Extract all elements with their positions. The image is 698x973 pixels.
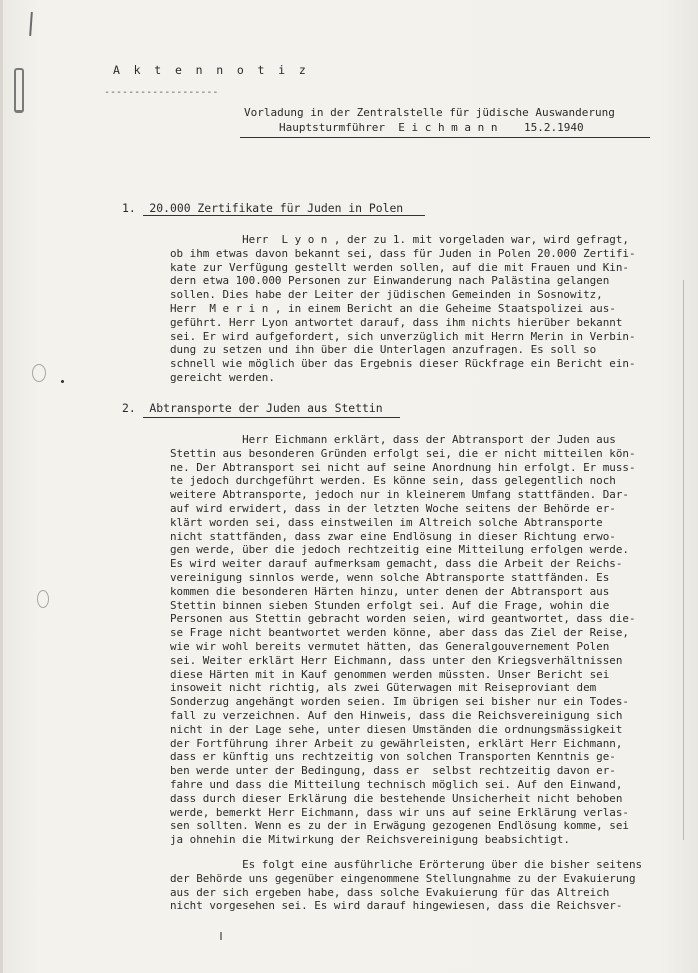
text-line: Stettin aus besonderen Gründen erfolgt sei, die er nicht mitteilen kön- <box>170 446 636 460</box>
text-line: kate zur Verfügung gestellt werden sollen, auf die mit Frauen und Kin- <box>170 260 629 274</box>
section-2-underline <box>143 417 400 418</box>
text-line: der Behörde uns gegenüber eingenommene Stellungnahme zu der Evakuierung <box>170 871 636 885</box>
text-line: wie wir wohl bereits vermutet hätten, das Generalgouvernement Polen <box>170 639 610 653</box>
text-line: klärt worden sei, dass einstweilen im Altreich solche Abtransporte <box>170 515 603 529</box>
text-line: gen werde, über die jedoch rechtzeitig eine Mitteilung erfolgen werde. <box>170 543 629 557</box>
text-line: fahre und dass die Mitteilung technisch möglich sei. Auf den Einwand, <box>170 777 623 791</box>
header-line-2: Hauptsturmführer E i c h m a n n 15.2.1940 <box>279 121 584 134</box>
section-1-title: 1. 20.000 Zertifikate für Juden in Polen <box>122 201 404 215</box>
text-line: Stettin binnen sieben Stunden erfolgt sei. Auf die Frage, wohin die <box>170 598 610 612</box>
page-mark <box>220 932 222 940</box>
text-line: sei. Er wird aufgefordert, sich unverzüglich mit Herrn Merin in Verbin- <box>170 329 636 343</box>
text-line: aus der sich ergeben habe, dass solche Evakuierung für das Altreich <box>170 885 610 899</box>
text-line: diese Härten mit in Kauf genommen werden müssten. Unser Bericht sei <box>170 667 610 681</box>
text-line: dass er künftig uns rechtzeitig von solchen Transporten Kenntnis ge- <box>170 750 616 764</box>
text-line: Herr Eichmann erklärt, dass der Abtransport der Juden aus <box>170 433 616 446</box>
text-line: te jedoch durchgeführt werden. Es könne sein, dass gelegentlich noch <box>170 474 616 488</box>
heading-underline: ------------------- <box>104 87 219 98</box>
text-line: se Frage nicht beantwortet werden könne, aber dass das Ziel der Reise, <box>170 626 629 640</box>
document-heading: A k t e n n o t i z <box>113 63 310 77</box>
punch-hole-bottom <box>37 590 49 608</box>
text-line: sei. Weiter erklärt Herr Eichmann, dass unter den Kriegsverhältnissen <box>170 653 623 667</box>
header-line-1: Vorladung in der Zentralstelle für jüdische Auswanderung <box>244 106 615 119</box>
section-2-paragraph-1 <box>170 433 636 847</box>
section-1-underline <box>143 215 425 216</box>
text-line: dung zu setzen und ihn über die Unterlagen anzufragen. Es soll so <box>170 343 597 357</box>
text-line: gereicht werden. <box>170 370 275 384</box>
text-line: dass durch dieser Erklärung die bestehende Unsicherheit nicht behoben <box>170 791 623 805</box>
text-line: vereinigung sinnlos werde, wenn solche Abtransporte stattfänden. Es <box>170 570 610 584</box>
text-line: ob ihm etwas davon bekannt sei, dass für Juden in Polen 20.000 Zertifi- <box>170 246 636 260</box>
text-line: Herr L y o n , der zu 1. mit vorgeladen war, wird gefragt, <box>170 233 629 246</box>
ink-dot <box>61 380 64 383</box>
text-line: Herr M e r i n , in einem Bericht an die Geheime Staatspolizei aus- <box>170 301 616 315</box>
text-line: nicht in der Lage sehe, unter diesen Umständen die ordnungsmässigkeit <box>170 722 623 736</box>
text-line: ben werde unter der Bedingung, dass er selbst rechtzeitig davon er- <box>170 764 616 778</box>
text-line: Es wird weiter darauf aufmerksam gemacht, dass die Arbeit der Reichs- <box>170 557 623 571</box>
text-line: auf wird erwidert, dass in der letzten Woche seitens der Behörde er- <box>170 501 616 515</box>
section-1-paragraph <box>170 233 636 385</box>
text-line: ja ohnehin die Mitwirkung der Reichsvereinigung beabsichtigt. <box>170 833 570 847</box>
text-line: weitere Abtransporte, jedoch nur in kleinerem Umfang stattfänden. Dar- <box>170 488 629 502</box>
text-line: Es folgt eine ausführliche Erörterung über die bisher seitens <box>170 858 643 871</box>
text-line: sollen. Dies habe der Leiter der jüdischen Gemeinden in Sosnowitz, <box>170 288 603 302</box>
text-line: nicht vorgesehen sei. Es wird darauf hingewiesen, dass die Reichsver- <box>170 899 623 913</box>
pen-mark <box>29 12 33 36</box>
text-line: fall zu verzeichnen. Auf den Hinweis, dass die Reichsvereinigung sich <box>170 708 623 722</box>
text-line: geführt. Herr Lyon antwortet darauf, dass ihm nichts hierüber bekannt <box>170 315 623 329</box>
text-line: dern etwa 100.000 Personen zur Einwanderung nach Palästina gelangen <box>170 274 610 288</box>
page-right-edge <box>683 280 684 840</box>
text-line: sen sollten. Wenn es zu der in Erwägung gezogenen Endlösung komme, sei <box>170 819 629 833</box>
punch-hole-top <box>32 364 46 382</box>
section-2-paragraph-2 <box>170 858 642 913</box>
text-line: ne. Der Abtransport sei nicht auf seine Anordnung hin erfolgt. Er muss- <box>170 460 636 474</box>
text-line: insoweit nicht richtig, als zwei Güterwagen mit Reiseproviant dem <box>170 681 597 695</box>
text-line: nicht stattfänden, dass zwar eine Endlösung in dieser Richtung erwo- <box>170 529 616 543</box>
text-line: schnell wie möglich über das Ergebnis dieser Rückfrage ein Bericht ein- <box>170 357 636 371</box>
page-left-edge <box>0 0 3 973</box>
text-line: kommen die besonderen Härten hinzu, unter denen der Abtransport aus <box>170 584 610 598</box>
text-line: Sonderzug angehängt worden seien. Im übrigen sei bisher nur ein Todes- <box>170 695 629 709</box>
header-rule <box>240 137 650 138</box>
staple-mark <box>14 68 24 113</box>
text-line: der Fortführung ihrer Arbeit zu gewährleisten, erklärt Herr Eichmann, <box>170 736 623 750</box>
text-line: werde, bemerkt Herr Eichmann, dass wir uns auf seine Erklärung verlas- <box>170 805 629 819</box>
text-line: Personen aus Stettin gebracht worden seien, wird geantwortet, dass die- <box>170 612 636 626</box>
section-2-title: 2. Abtransporte der Juden aus Stettin <box>122 401 383 415</box>
